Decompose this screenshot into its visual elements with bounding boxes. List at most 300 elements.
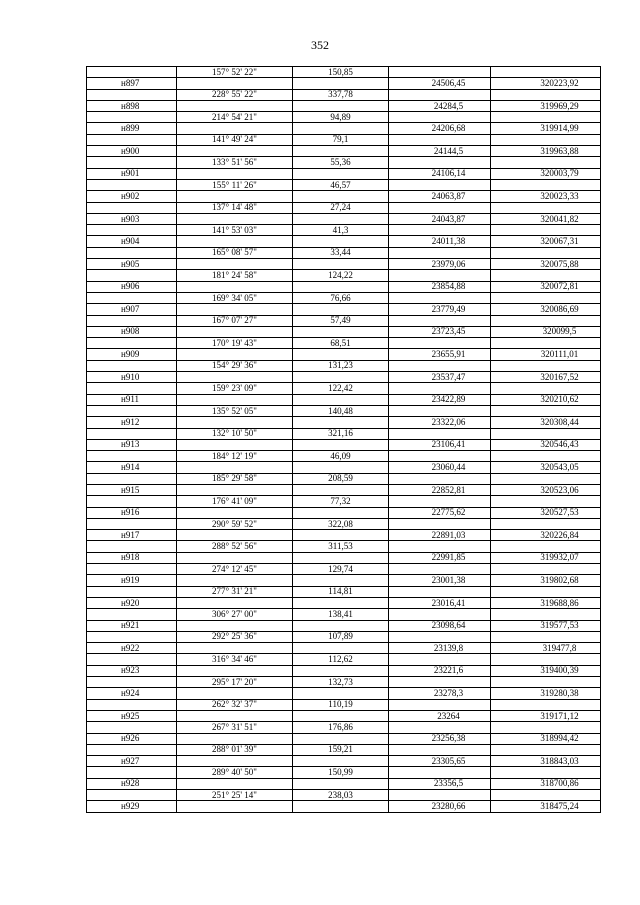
segment-length: 124,22	[293, 270, 389, 281]
empty-cell	[87, 654, 177, 665]
coordinate-y: 319577,53	[491, 620, 601, 631]
empty-cell	[389, 360, 491, 371]
empty-cell	[87, 541, 177, 552]
empty-cell	[293, 620, 389, 631]
measure-row	[87, 157, 601, 168]
empty-cell	[87, 225, 177, 236]
empty-cell	[87, 451, 177, 462]
point-row	[87, 801, 601, 812]
direction-angle: 165° 08' 57"	[177, 247, 293, 258]
empty-cell	[177, 439, 293, 450]
point-row	[87, 552, 601, 563]
point-row	[87, 213, 601, 224]
direction-angle: 132° 10' 50"	[177, 428, 293, 439]
coordinate-y: 319969,29	[491, 100, 601, 111]
direction-angle: 289° 40' 50"	[177, 767, 293, 778]
direction-angle: 292° 25' 36"	[177, 631, 293, 642]
empty-cell	[293, 417, 389, 428]
point-row	[87, 530, 601, 541]
empty-cell	[389, 564, 491, 575]
point-label: н925	[87, 710, 177, 721]
empty-cell	[389, 744, 491, 755]
empty-cell	[87, 744, 177, 755]
segment-length: 68,51	[293, 338, 389, 349]
point-row	[87, 281, 601, 292]
empty-cell	[177, 643, 293, 654]
empty-cell	[389, 541, 491, 552]
empty-cell	[177, 213, 293, 224]
empty-cell	[87, 338, 177, 349]
point-label: н926	[87, 733, 177, 744]
coordinate-y: 319932,07	[491, 552, 601, 563]
empty-cell	[87, 315, 177, 326]
coordinate-x: 22775,62	[389, 507, 491, 518]
empty-cell	[491, 67, 601, 78]
empty-cell	[389, 586, 491, 597]
empty-cell	[389, 134, 491, 145]
segment-length: 57,49	[293, 315, 389, 326]
empty-cell	[491, 744, 601, 755]
point-label: н924	[87, 688, 177, 699]
coordinate-y: 319280,38	[491, 688, 601, 699]
point-row	[87, 304, 601, 315]
measure-row	[87, 518, 601, 529]
empty-cell	[87, 292, 177, 303]
empty-cell	[177, 778, 293, 789]
measure-row	[87, 112, 601, 123]
empty-cell	[491, 360, 601, 371]
measure-row	[87, 654, 601, 665]
coordinate-y: 320210,62	[491, 394, 601, 405]
segment-length: 132,73	[293, 677, 389, 688]
direction-angle: 262° 32' 37"	[177, 699, 293, 710]
empty-cell	[87, 67, 177, 78]
empty-cell	[389, 338, 491, 349]
empty-cell	[491, 767, 601, 778]
empty-cell	[491, 315, 601, 326]
point-row	[87, 778, 601, 789]
direction-angle: 167° 07' 27"	[177, 315, 293, 326]
coordinate-x: 24206,68	[389, 123, 491, 134]
coordinate-x: 23106,41	[389, 439, 491, 450]
point-label: н904	[87, 236, 177, 247]
empty-cell	[87, 586, 177, 597]
coordinate-x: 24043,87	[389, 213, 491, 224]
empty-cell	[491, 496, 601, 507]
empty-cell	[491, 383, 601, 394]
segment-length: 107,89	[293, 631, 389, 642]
coordinate-y: 320308,44	[491, 417, 601, 428]
empty-cell	[491, 541, 601, 552]
measure-row	[87, 247, 601, 258]
empty-cell	[87, 270, 177, 281]
empty-cell	[87, 89, 177, 100]
direction-angle: 155° 11' 26"	[177, 179, 293, 190]
measure-row	[87, 134, 601, 145]
point-row	[87, 394, 601, 405]
point-label: н917	[87, 530, 177, 541]
segment-length: 337,78	[293, 89, 389, 100]
direction-angle: 141° 53' 03"	[177, 225, 293, 236]
segment-length: 311,53	[293, 541, 389, 552]
empty-cell	[177, 394, 293, 405]
empty-cell	[389, 270, 491, 281]
measure-row	[87, 790, 601, 801]
empty-cell	[491, 473, 601, 484]
direction-angle: 137° 14' 48"	[177, 202, 293, 213]
direction-angle: 133° 51' 56"	[177, 157, 293, 168]
segment-length: 46,09	[293, 451, 389, 462]
empty-cell	[389, 699, 491, 710]
point-label: н913	[87, 439, 177, 450]
empty-cell	[87, 112, 177, 123]
direction-angle: 228° 55' 22"	[177, 89, 293, 100]
coordinate-y: 318700,86	[491, 778, 601, 789]
point-row	[87, 439, 601, 450]
point-row	[87, 462, 601, 473]
point-row	[87, 665, 601, 676]
empty-cell	[177, 665, 293, 676]
empty-cell	[177, 349, 293, 360]
empty-cell	[491, 518, 601, 529]
page-number: 352	[311, 38, 329, 52]
empty-cell	[177, 304, 293, 315]
coordinate-y: 320075,88	[491, 259, 601, 270]
empty-cell	[389, 405, 491, 416]
point-label: н897	[87, 78, 177, 89]
point-row	[87, 191, 601, 202]
empty-cell	[389, 383, 491, 394]
direction-angle: 290° 59' 52"	[177, 518, 293, 529]
coordinate-y: 320099,5	[491, 326, 601, 337]
point-label: н910	[87, 372, 177, 383]
point-label: н898	[87, 100, 177, 111]
coordinate-x: 23854,88	[389, 281, 491, 292]
empty-cell	[491, 112, 601, 123]
empty-cell	[491, 157, 601, 168]
measure-row	[87, 473, 601, 484]
empty-cell	[293, 575, 389, 586]
empty-cell	[293, 236, 389, 247]
empty-cell	[491, 790, 601, 801]
measure-row	[87, 744, 601, 755]
empty-cell	[293, 462, 389, 473]
empty-cell	[177, 484, 293, 495]
segment-length: 122,42	[293, 383, 389, 394]
measure-row	[87, 225, 601, 236]
point-label: н908	[87, 326, 177, 337]
empty-cell	[293, 372, 389, 383]
segment-length: 77,32	[293, 496, 389, 507]
point-label: н905	[87, 259, 177, 270]
point-row	[87, 417, 601, 428]
empty-cell	[389, 112, 491, 123]
empty-cell	[491, 564, 601, 575]
measure-row	[87, 586, 601, 597]
point-row	[87, 326, 601, 337]
empty-cell	[293, 304, 389, 315]
empty-cell	[177, 733, 293, 744]
empty-cell	[177, 236, 293, 247]
direction-angle: 316° 34' 46"	[177, 654, 293, 665]
empty-cell	[87, 473, 177, 484]
coordinate-x: 24063,87	[389, 191, 491, 202]
segment-length: 150,99	[293, 767, 389, 778]
direction-angle: 214° 54' 21"	[177, 112, 293, 123]
empty-cell	[87, 383, 177, 394]
empty-cell	[491, 451, 601, 462]
empty-cell	[293, 552, 389, 563]
coordinate-y: 320223,92	[491, 78, 601, 89]
empty-cell	[87, 179, 177, 190]
coordinate-x: 22852,81	[389, 484, 491, 495]
empty-cell	[293, 778, 389, 789]
segment-length: 41,3	[293, 225, 389, 236]
empty-cell	[389, 722, 491, 733]
measure-row	[87, 67, 601, 78]
point-label: н929	[87, 801, 177, 812]
segment-length: 159,21	[293, 744, 389, 755]
coordinate-x: 23016,41	[389, 597, 491, 608]
empty-cell	[87, 677, 177, 688]
empty-cell	[293, 733, 389, 744]
coordinate-x: 22991,85	[389, 552, 491, 563]
empty-cell	[293, 507, 389, 518]
empty-cell	[293, 123, 389, 134]
coordinate-y: 318994,42	[491, 733, 601, 744]
empty-cell	[177, 281, 293, 292]
empty-cell	[87, 609, 177, 620]
empty-cell	[389, 677, 491, 688]
coordinate-y: 320527,53	[491, 507, 601, 518]
coordinate-x: 23280,66	[389, 801, 491, 812]
coordinate-y: 320086,69	[491, 304, 601, 315]
empty-cell	[177, 191, 293, 202]
point-row	[87, 575, 601, 586]
direction-angle: 185° 29' 58"	[177, 473, 293, 484]
empty-cell	[293, 326, 389, 337]
empty-cell	[177, 78, 293, 89]
empty-cell	[177, 552, 293, 563]
coordinate-x: 23264	[389, 710, 491, 721]
point-label: н920	[87, 597, 177, 608]
coordinate-x: 22891,03	[389, 530, 491, 541]
coordinate-x: 23422,89	[389, 394, 491, 405]
point-row	[87, 756, 601, 767]
segment-length: 321,16	[293, 428, 389, 439]
empty-cell	[491, 247, 601, 258]
empty-cell	[389, 157, 491, 168]
empty-cell	[491, 428, 601, 439]
empty-cell	[491, 654, 601, 665]
empty-cell	[389, 292, 491, 303]
point-label: н901	[87, 168, 177, 179]
empty-cell	[293, 259, 389, 270]
direction-angle: 306° 27' 00"	[177, 609, 293, 620]
empty-cell	[177, 326, 293, 337]
empty-cell	[491, 677, 601, 688]
point-label: н928	[87, 778, 177, 789]
coordinate-x: 23139,8	[389, 643, 491, 654]
point-label: н912	[87, 417, 177, 428]
measure-row	[87, 767, 601, 778]
point-row	[87, 643, 601, 654]
measure-row	[87, 338, 601, 349]
coordinate-x: 24506,45	[389, 78, 491, 89]
coordinate-y: 319688,86	[491, 597, 601, 608]
coordinate-x: 23256,38	[389, 733, 491, 744]
measure-row	[87, 89, 601, 100]
empty-cell	[177, 462, 293, 473]
empty-cell	[293, 191, 389, 202]
coordinate-x: 24144,5	[389, 146, 491, 157]
coordinate-x: 23001,38	[389, 575, 491, 586]
measure-row	[87, 564, 601, 575]
point-label: н903	[87, 213, 177, 224]
measure-row	[87, 202, 601, 213]
coordinate-y: 320111,01	[491, 349, 601, 360]
measure-row	[87, 541, 601, 552]
measure-row	[87, 360, 601, 371]
empty-cell	[491, 699, 601, 710]
point-label: н914	[87, 462, 177, 473]
point-row	[87, 372, 601, 383]
coordinate-x: 24011,38	[389, 236, 491, 247]
point-label: н922	[87, 643, 177, 654]
point-label: н907	[87, 304, 177, 315]
empty-cell	[87, 564, 177, 575]
coordinate-x: 24106,14	[389, 168, 491, 179]
segment-length: 94,89	[293, 112, 389, 123]
empty-cell	[177, 801, 293, 812]
point-label: н916	[87, 507, 177, 518]
coordinate-y: 320167,52	[491, 372, 601, 383]
empty-cell	[491, 89, 601, 100]
direction-angle: 154° 29' 36"	[177, 360, 293, 371]
direction-angle: 157° 52' 22"	[177, 67, 293, 78]
point-label: н918	[87, 552, 177, 563]
empty-cell	[389, 67, 491, 78]
empty-cell	[177, 597, 293, 608]
coordinate-x: 23305,65	[389, 756, 491, 767]
point-label: н899	[87, 123, 177, 134]
coordinate-y: 318475,24	[491, 801, 601, 812]
empty-cell	[87, 722, 177, 733]
empty-cell	[87, 631, 177, 642]
empty-cell	[87, 428, 177, 439]
empty-cell	[293, 597, 389, 608]
measure-row	[87, 699, 601, 710]
coordinate-y: 320067,31	[491, 236, 601, 247]
empty-cell	[87, 360, 177, 371]
segment-length: 76,66	[293, 292, 389, 303]
empty-cell	[87, 518, 177, 529]
empty-cell	[389, 496, 491, 507]
empty-cell	[293, 78, 389, 89]
empty-cell	[389, 767, 491, 778]
empty-cell	[87, 790, 177, 801]
empty-cell	[389, 473, 491, 484]
empty-cell	[293, 710, 389, 721]
segment-length: 27,24	[293, 202, 389, 213]
segment-length: 112,62	[293, 654, 389, 665]
empty-cell	[87, 157, 177, 168]
empty-cell	[177, 259, 293, 270]
point-row	[87, 710, 601, 721]
coordinate-y: 319400,39	[491, 665, 601, 676]
empty-cell	[491, 338, 601, 349]
segment-length: 176,86	[293, 722, 389, 733]
point-row	[87, 349, 601, 360]
coordinate-y: 320546,43	[491, 439, 601, 450]
coordinate-x: 23779,49	[389, 304, 491, 315]
direction-angle: 181° 24' 58"	[177, 270, 293, 281]
segment-length: 140,48	[293, 405, 389, 416]
coordinate-y: 320072,81	[491, 281, 601, 292]
empty-cell	[293, 281, 389, 292]
empty-cell	[389, 790, 491, 801]
empty-cell	[389, 247, 491, 258]
coordinate-x: 24284,5	[389, 100, 491, 111]
empty-cell	[389, 428, 491, 439]
empty-cell	[491, 586, 601, 597]
point-label: н902	[87, 191, 177, 202]
direction-angle: 277° 31' 21"	[177, 586, 293, 597]
coordinate-y: 319963,88	[491, 146, 601, 157]
point-row	[87, 236, 601, 247]
coordinate-x: 23098,64	[389, 620, 491, 631]
empty-cell	[389, 89, 491, 100]
measure-row	[87, 405, 601, 416]
coordinate-x: 23322,06	[389, 417, 491, 428]
empty-cell	[491, 722, 601, 733]
coordinate-x: 23537,47	[389, 372, 491, 383]
point-row	[87, 733, 601, 744]
empty-cell	[177, 168, 293, 179]
point-label: н921	[87, 620, 177, 631]
empty-cell	[177, 507, 293, 518]
coordinate-y: 320041,82	[491, 213, 601, 224]
point-label: н923	[87, 665, 177, 676]
measure-row	[87, 722, 601, 733]
empty-cell	[491, 270, 601, 281]
point-row	[87, 123, 601, 134]
coordinate-x: 23655,91	[389, 349, 491, 360]
empty-cell	[491, 225, 601, 236]
coordinate-y: 318843,03	[491, 756, 601, 767]
empty-cell	[177, 100, 293, 111]
empty-cell	[293, 349, 389, 360]
direction-angle: 159° 23' 09"	[177, 383, 293, 394]
direction-angle: 135° 52' 05"	[177, 405, 293, 416]
empty-cell	[293, 756, 389, 767]
empty-cell	[177, 620, 293, 631]
direction-angle: 288° 52' 56"	[177, 541, 293, 552]
coordinate-x: 23221,6	[389, 665, 491, 676]
measure-row	[87, 631, 601, 642]
empty-cell	[177, 688, 293, 699]
point-row	[87, 620, 601, 631]
empty-cell	[293, 439, 389, 450]
point-row	[87, 507, 601, 518]
direction-angle: 288° 01' 39"	[177, 744, 293, 755]
direction-angle: 251° 25' 14"	[177, 790, 293, 801]
direction-angle: 141° 49' 24"	[177, 134, 293, 145]
segment-length: 33,44	[293, 247, 389, 258]
point-row	[87, 168, 601, 179]
coordinate-y: 320543,05	[491, 462, 601, 473]
empty-cell	[389, 609, 491, 620]
